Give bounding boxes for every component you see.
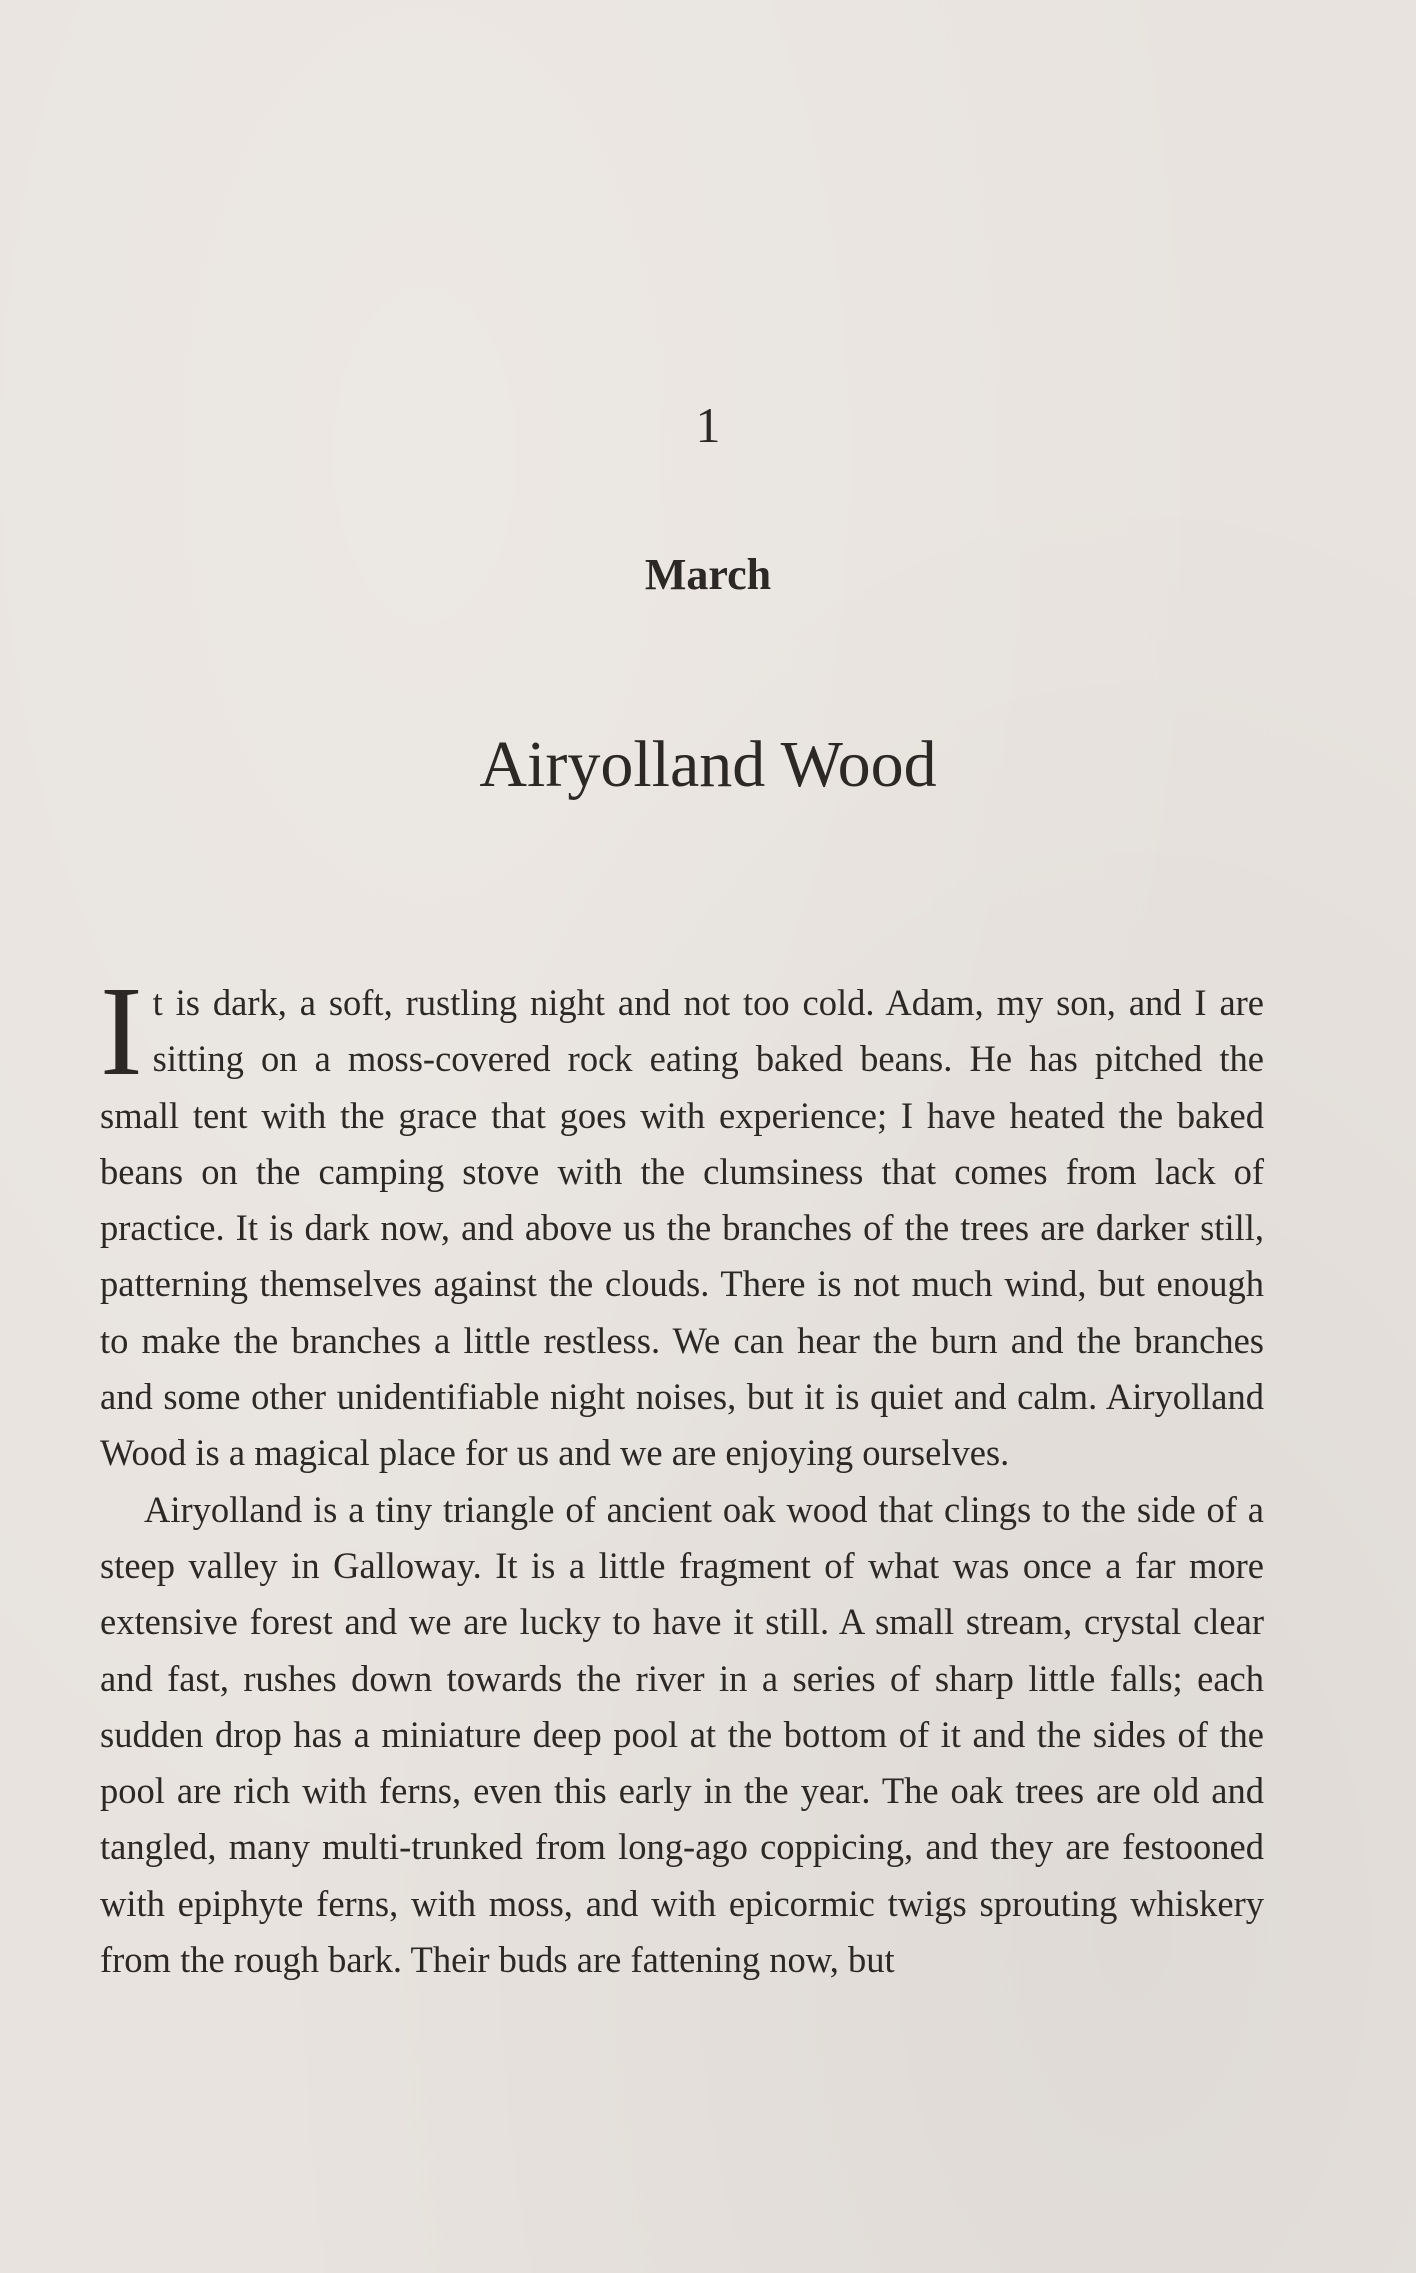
drop-cap: I: [100, 960, 143, 1102]
chapter-number: 1: [695, 397, 721, 453]
chapter-month: March: [644, 550, 772, 599]
chapter-title: Airyolland Wood: [479, 728, 937, 801]
paragraph-2: Airyolland is a tiny triangle of ancient oak wood that clings to the side of a steep valley in Galloway. It is a little fragment of what was once a far more extensive forest and we are lucky to have it still. A small stream, crystal clear and fast, rushes down towards the river in a series of sharp little falls; each sudden drop has a miniature deep pool at the bottom of it and the sides of the pool are rich with ferns, even this early in the year. The oak trees are old and tangled, many multi-trunked from long-ago coppicing, and they are festooned with epiphyte ferns, with moss, and with epicormic twigs sprouting whiskery from the rough bark. Their buds are fattening now, but: [100, 1488, 1264, 1981]
body-text: [100, 960, 1264, 1988]
paragraph-1-text: t is dark, a soft, rustling night and not too cold. Adam, my son, and I are sitting on a moss-covered rock eating baked beans. He has pitched the small tent with the grace that goes with experience; I have heated the baked beans on the camping stove with the clumsiness that comes from lack of practice. It is dark now, and above us the branches of the trees are darker still, patterning themselves against the clouds. There is not much wind, but enough to make the branches a little restless. We can hear the burn and the branches and some other unidentifiable night noises, but it is quiet and calm. Airyolland Wood is a magical place for us and we are enjoying ourselves.: [100, 982, 1264, 1474]
paragraph-1: [100, 960, 1264, 1482]
